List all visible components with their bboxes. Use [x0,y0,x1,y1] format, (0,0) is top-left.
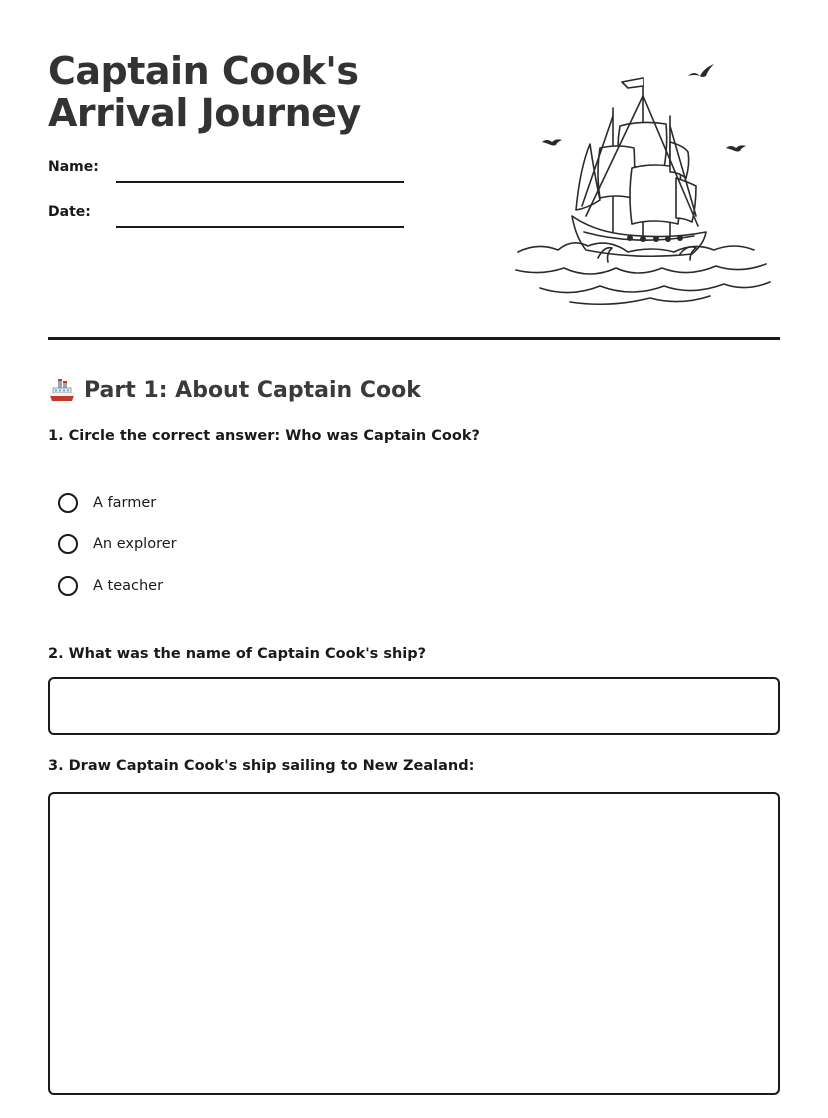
option-a-teacher[interactable] [58,574,163,598]
drawing-answer-box[interactable] [48,792,780,1095]
seagull-icon [542,139,562,145]
page-title: Captain Cook's Arrival Journey [48,49,361,135]
question-2: 2. What was the name of Captain Cook's ship? [48,646,427,662]
name-field[interactable] [116,181,404,183]
option-label: A farmer [93,495,157,511]
option-label: An explorer [93,536,177,552]
option-label: A teacher [93,578,164,594]
question-1: 1. Circle the correct answer: Who was Captain Cook? [48,428,480,444]
ship-name-answer-box[interactable] [48,677,780,735]
date-label: Date: [48,204,91,220]
sailing-ship-illustration [510,56,780,312]
option-an-explorer[interactable] [58,532,177,556]
name-label: Name: [48,159,99,175]
ship-icon [48,376,76,404]
header-divider [48,337,780,340]
option-circle-icon[interactable] [58,493,78,513]
part1-title: Part 1: About Captain Cook [84,377,421,403]
part1-heading [48,374,421,406]
question-3: 3. Draw Captain Cook's ship sailing to New Zealand: [48,758,475,774]
seagull-icon [726,145,746,151]
option-circle-icon[interactable] [58,534,78,554]
seagull-icon [688,64,714,77]
option-a-farmer[interactable] [58,491,156,515]
option-circle-icon[interactable] [58,576,78,596]
date-field[interactable] [116,226,404,228]
